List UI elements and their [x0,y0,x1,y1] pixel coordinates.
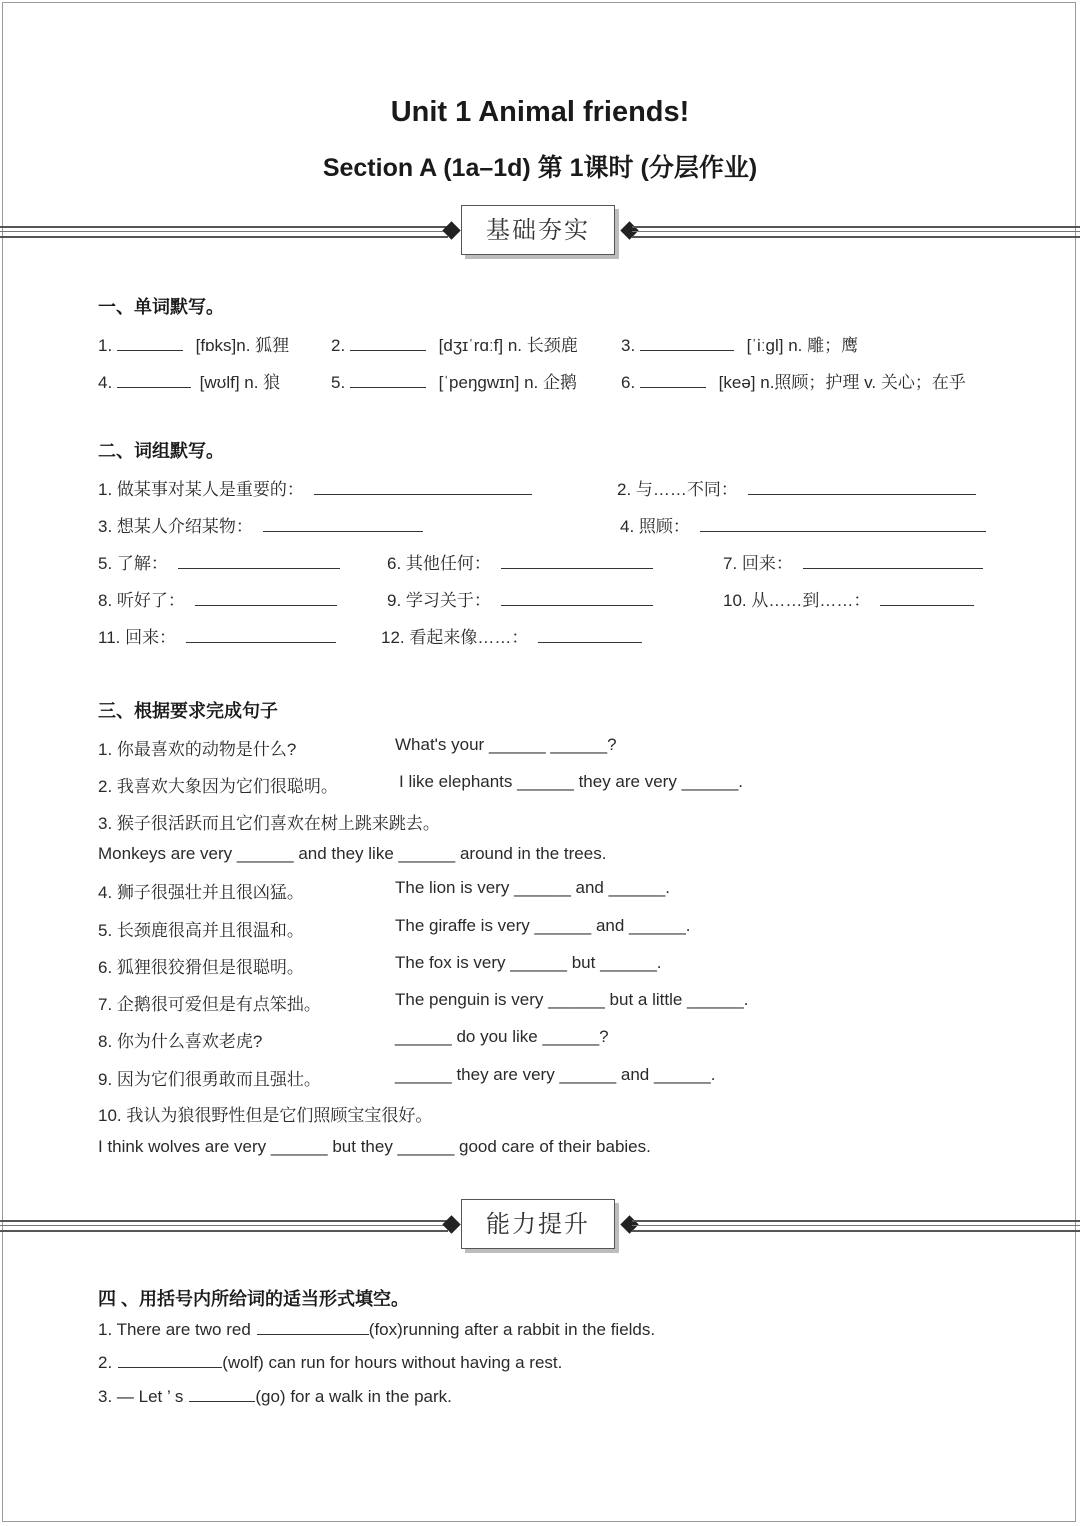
phrase-item: 1. 做某事对某人是重要的： [98,475,532,500]
word-item: 3. [ˈiːɡl] n. 雕；鹰 [621,336,859,355]
page-subtitle: Section A (1a–1d) 第 1课时 (分层作业) [322,154,758,182]
word-item: 4. [wʊlf] n. 狼 [98,373,281,392]
phrase-item: 7. 回来： [723,549,983,574]
sentence-en: The penguin is very ______ but a little ______. [395,990,749,1009]
sentence-cn: 9. 因为它们很勇敢而且强壮。 [98,1070,321,1089]
fill-item: 1. There are two red (fox)running after a rabbit in the fields. [98,1320,656,1339]
phrase-item: 3. 想某人介绍某物： [98,512,423,537]
phrase-item: 12. 看起来像……： [381,623,642,648]
sentence-en: The fox is very ______ but ______. [395,953,662,972]
phrase-item: 2. 与……不同： [617,475,976,500]
sentence-cn: 6. 狐狸很狡猾但是很聪明。 [98,958,304,977]
sentence-en: What's your ______ ______? [395,735,617,754]
phrase-item: 4. 照顾： [620,512,986,537]
word-item: 2. [dʒɪˈrɑːf] n. 长颈鹿 [331,336,578,355]
sentence-en: I like elephants ______ they are very ______. [399,772,744,791]
section-heading: 一、单词默写。 [98,297,224,317]
phrase-item: 6. 其他任何： [387,549,653,574]
banner-label: 基础夯实 [461,205,615,255]
sentence-cn: 4. 狮子很强壮并且很凶猛。 [98,883,304,902]
page-title: Unit 1 Animal friends! [390,96,690,128]
fill-item: 2. (wolf) can run for hours without having a rest. [98,1353,563,1372]
sentence-cn: 3. 猴子很活跃而且它们喜欢在树上跳来跳去。 [98,814,440,833]
sentence-cn: 1. 你最喜欢的动物是什么? [98,740,297,759]
phrase-item: 8. 听好了： [98,586,337,611]
word-item: 1. [fɒks]n. 狐狸 [98,336,290,355]
sentence-cn: 5. 长颈鹿很高并且很温和。 [98,921,304,940]
phrase-item: 10. 从……到……： [723,586,974,611]
word-item: 5. [ˈpeŋɡwɪn] n. 企鹅 [331,373,577,392]
sentence-cn: 7. 企鹅很可爱但是有点笨拙。 [98,995,321,1014]
banner-label: 能力提升 [461,1199,615,1249]
section-heading: 三、根据要求完成句子 [98,701,278,721]
sentence-cn: 8. 你为什么喜欢老虎? [98,1032,263,1051]
sentence-en: Monkeys are very ______ and they like ______ around in the trees. [98,844,607,863]
phrase-item: 11. 回来： [98,623,336,648]
sentence-en: ______ they are very ______ and ______. [395,1065,716,1084]
section-banner-advanced [0,1199,1080,1259]
section-heading: 四 、用括号内所给词的适当形式填空。 [98,1289,409,1309]
sentence-cn: 10. 我认为狼很野性但是它们照顾宝宝很好。 [98,1106,433,1125]
fill-item: 3. — Let ’ s (go) for a walk in the park. [98,1387,452,1406]
sentence-en: ______ do you like ______? [395,1027,609,1046]
phrase-item: 9. 学习关于： [387,586,653,611]
sentence-en: The lion is very ______ and ______. [395,878,671,897]
section-heading: 二、词组默写。 [98,441,224,461]
sentence-cn: 2. 我喜欢大象因为它们很聪明。 [98,777,338,796]
sentence-en: I think wolves are very ______ but they ______ good care of their babies. [98,1137,651,1156]
sentence-en: The giraffe is very ______ and ______. [395,916,691,935]
section-banner-basic [0,205,1080,265]
word-item: 6. [keə] n.照顾；护理 v. 关心；在乎 [621,373,966,392]
phrase-item: 5. 了解： [98,549,340,574]
